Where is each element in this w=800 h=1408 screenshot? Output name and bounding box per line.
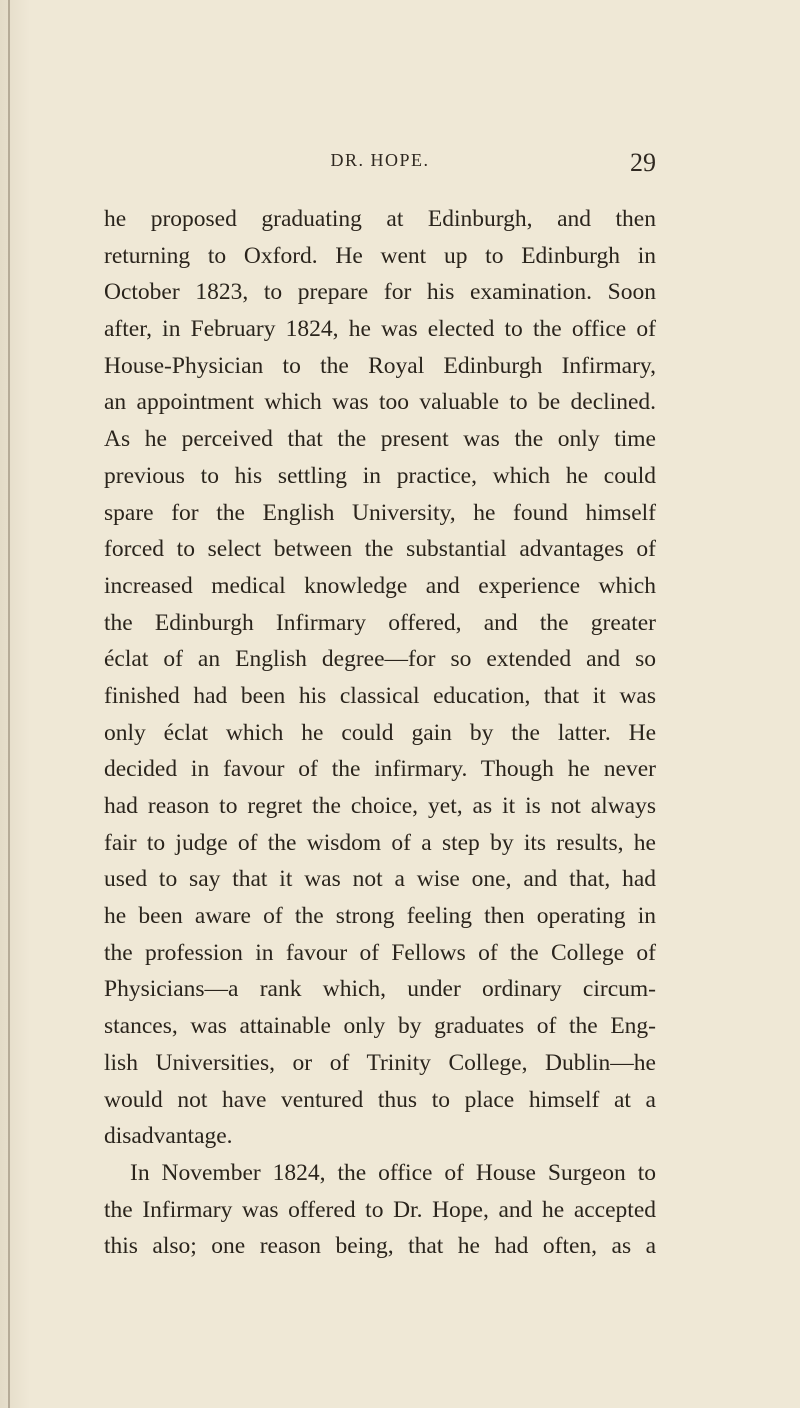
page-gutter-edge: [8, 0, 10, 1408]
text-line: would not have ventured thus to place himself at a: [104, 1086, 656, 1113]
text-line: this also; one reason being, that he had often, as a: [104, 1233, 656, 1260]
text-line: after, in February 1824, he was elected to the office of: [104, 316, 656, 343]
text-line: had reason to regret the choice, yet, as it is not always: [104, 793, 656, 819]
text-line: October 1823, to prepare for his examination. Soon: [104, 279, 656, 306]
text-line: the Edinburgh Infirmary offered, and the greater: [104, 609, 656, 636]
text-line: an appointment which was too valuable to be declined.: [104, 389, 656, 416]
text-line: the profession in favour of Fellows of the College of: [104, 939, 656, 966]
text-line-paragraph-end: disadvantage.: [104, 1123, 233, 1150]
text-line: the Infirmary was offered to Dr. Hope, and he accepted: [104, 1196, 656, 1223]
text-line: decided in favour of the infirmary. Though he never: [104, 756, 656, 783]
text-line: As he perceived that the present was the only time: [104, 426, 656, 453]
text-line: previous to his settling in practice, which he could: [104, 462, 656, 489]
text-line: Physicians—a rank which, under ordinary circum-: [104, 976, 656, 1003]
text-line: he been aware of the strong feeling then operating in: [104, 903, 656, 930]
page-number: 29: [630, 148, 656, 177]
text-line-paragraph-start: In November 1824, the office of House Surgeon to: [130, 1159, 656, 1186]
running-head: DR. HOPE.: [330, 150, 430, 170]
text-line: éclat of an English degree—for so extended and so: [104, 646, 656, 673]
text-line: forced to select between the substantial advantages of: [104, 536, 656, 563]
text-line: spare for the English University, he found himself: [104, 499, 656, 526]
text-line: he proposed graduating at Edinburgh, and then: [104, 206, 656, 232]
text-line: stances, was attainable only by graduates of the Eng-: [104, 1013, 656, 1040]
text-line: returning to Oxford. He went up to Edinburgh in: [104, 242, 656, 269]
text-line: only éclat which he could gain by the latter. He: [104, 719, 656, 746]
text-line: finished had been his classical education, that it was: [104, 682, 656, 709]
text-line: House-Physician to the Royal Edinburgh Infirmary,: [104, 352, 656, 379]
body-text: [104, 201, 656, 1265]
text-line: lish Universities, or of Trinity College, Dublin—he: [104, 1049, 656, 1076]
text-line: used to say that it was not a wise one, and that, had: [104, 866, 656, 893]
text-line: fair to judge of the wisdom of a step by its results, he: [104, 829, 656, 856]
text-line: increased medical knowledge and experience which: [104, 572, 656, 599]
page-header: [104, 148, 656, 182]
